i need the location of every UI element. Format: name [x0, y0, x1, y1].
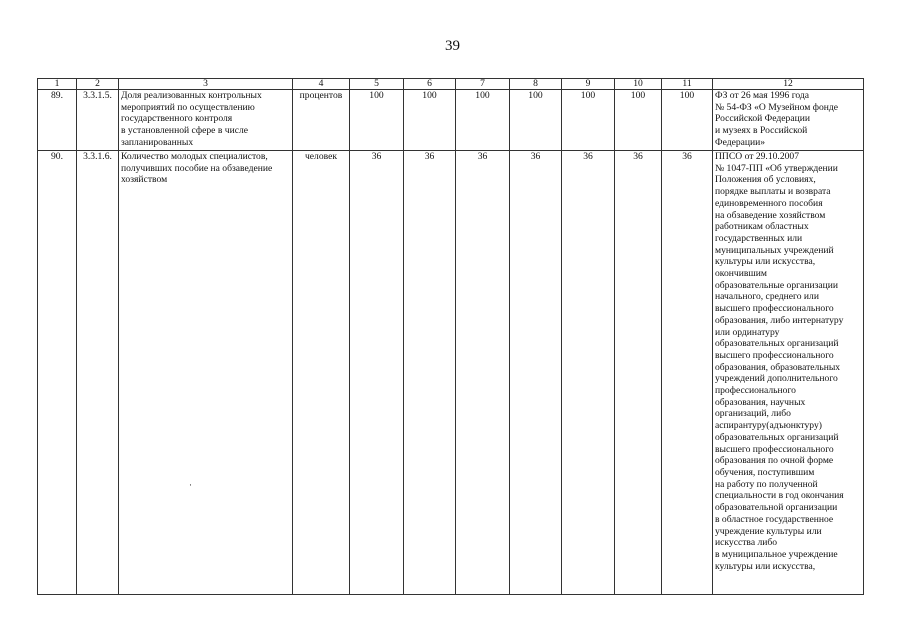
header-row: [38, 79, 864, 90]
value-cell: 100: [510, 90, 562, 151]
indicators-table: [37, 78, 864, 595]
row-number: 89.: [38, 90, 77, 151]
table-row: [38, 90, 864, 151]
column-header: 2: [77, 79, 119, 90]
table-row: [38, 151, 864, 595]
column-header: 5: [350, 79, 404, 90]
value-cell: 36: [510, 151, 562, 595]
value-cell: 100: [615, 90, 662, 151]
value-cell: 36: [662, 151, 713, 595]
column-header: 7: [456, 79, 510, 90]
value-cell: 36: [404, 151, 456, 595]
column-header: 10: [615, 79, 662, 90]
column-header: 3: [119, 79, 293, 90]
value-cell: 100: [404, 90, 456, 151]
scan-speck: ·: [189, 480, 192, 490]
column-header: 11: [662, 79, 713, 90]
unit-of-measure: процентов: [293, 90, 350, 151]
page-number: 39: [445, 38, 460, 54]
column-header: 8: [510, 79, 562, 90]
indicator-name: Доля реализованных контрольных мероприятий по осуществлению государственного контроля в установленной сфере в числе запланированных: [119, 90, 293, 151]
value-cell: 100: [662, 90, 713, 151]
column-header: 12: [713, 79, 864, 90]
legal-basis: ФЗ от 26 мая 1996 года № 54-ФЗ «О Музейном фонде Российской Федерации и музеях в Российской Федерации»: [713, 90, 864, 151]
value-cell: 100: [562, 90, 615, 151]
value-cell: 36: [350, 151, 404, 595]
row-number: 90.: [38, 151, 77, 595]
column-header: 4: [293, 79, 350, 90]
legal-basis: ППСО от 29.10.2007 № 1047-ПП «Об утверждении Положения об условиях, порядке выплаты и возврата единовременного пособия на обзаведение хозяйством работникам областных государственных или муниципальных учреждений культуры или искусства, окончившим образовательные организации начального, среднего или высшего профессионального образования, либо интернатуру или ординатуру образовательных организаций высшего профессионального образования, образовательных учреждений дополнительного профессионального образования, научных организаций, либо аспирантуру(адъюнктуру) образовательных организаций высшего профессионального образования по очной форме обучения, поступившим на работу по полученной специальности в год окончания образовательной организации в областное государственное учреждение культуры или искусства либо в муниципальное учреждение культуры или искусства,: [713, 151, 864, 595]
indicator-code: 3.3.1.6.: [77, 151, 119, 595]
value-cell: 36: [615, 151, 662, 595]
value-cell: 100: [456, 90, 510, 151]
column-header: 1: [38, 79, 77, 90]
unit-of-measure: человек: [293, 151, 350, 595]
indicator-code: 3.3.1.5.: [77, 90, 119, 151]
value-cell: 100: [350, 90, 404, 151]
column-header: 6: [404, 79, 456, 90]
column-header: 9: [562, 79, 615, 90]
indicator-name: Количество молодых специалистов, получивших пособие на обзаведение хозяйством: [119, 151, 293, 595]
value-cell: 36: [562, 151, 615, 595]
value-cell: 36: [456, 151, 510, 595]
